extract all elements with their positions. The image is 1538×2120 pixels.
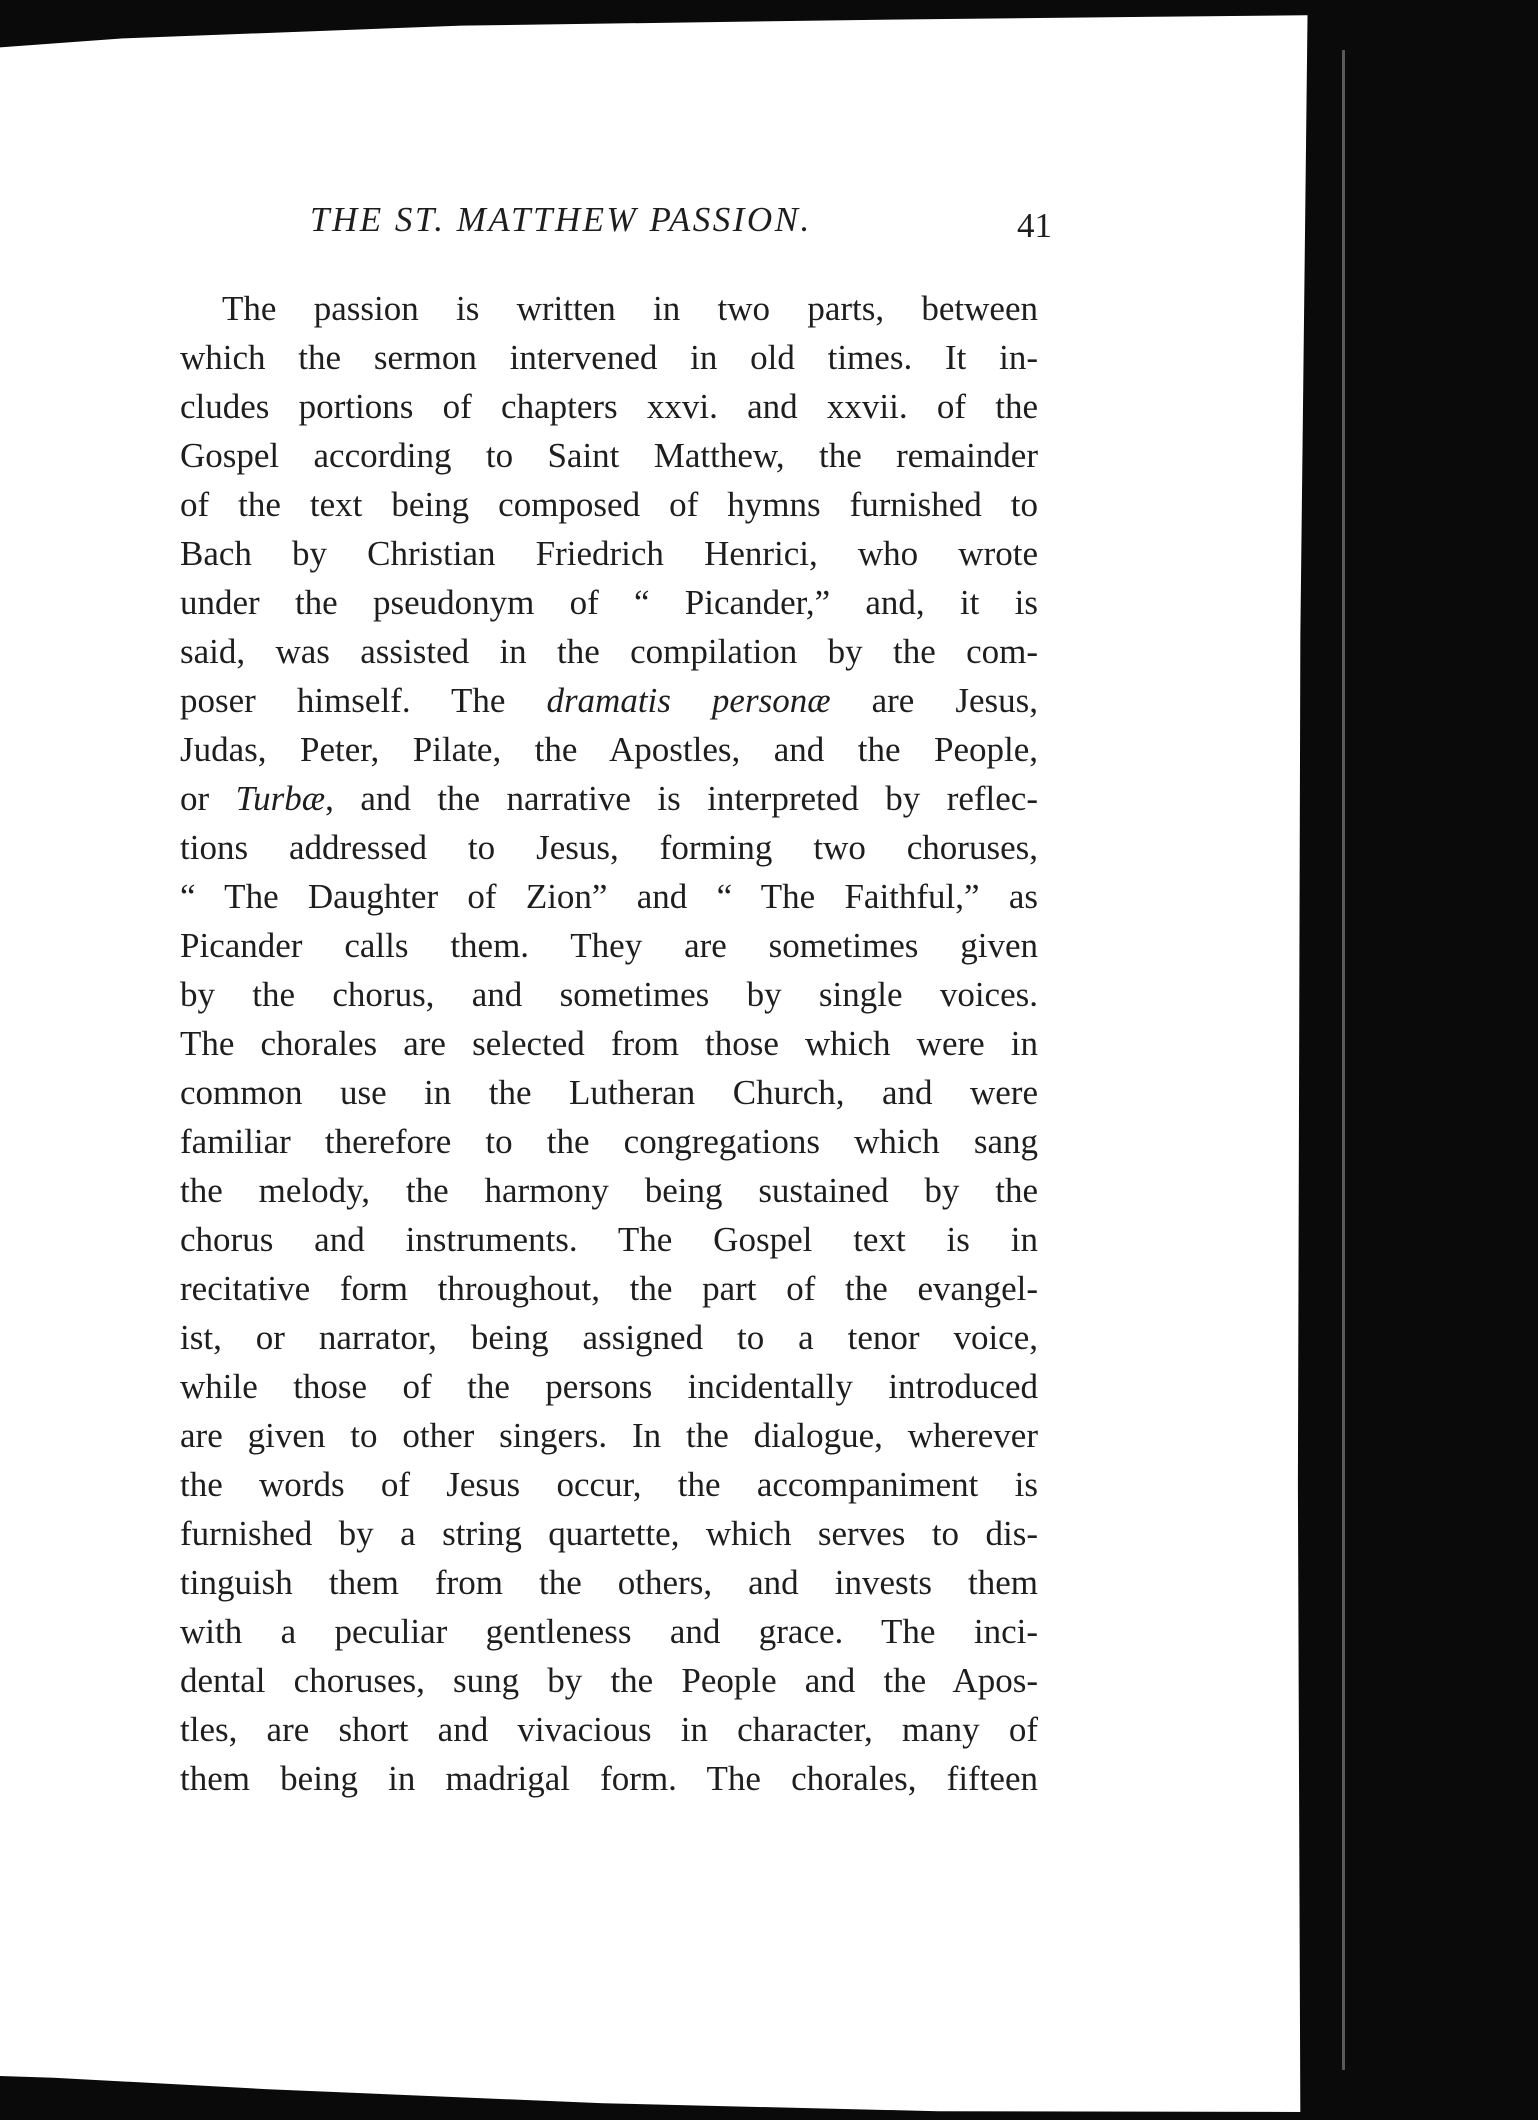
text-line: tions addressed to Jesus, forming two choruses,	[180, 828, 1038, 867]
text-line: them being in madrigal form. The chorales, fifteen	[180, 1759, 1038, 1798]
text-line: ist, or narrator, being assigned to a tenor voice,	[180, 1318, 1038, 1357]
text-line: furnished by a string quartette, which serves to dis-	[180, 1514, 1038, 1553]
scan-edge-right	[1293, 0, 1538, 2120]
scan-edge-bottom	[0, 2076, 1340, 2120]
text-line: Bach by Christian Friedrich Henrici, who wrote	[180, 534, 1038, 573]
page-number: 41	[1017, 206, 1052, 245]
text-line: recitative form throughout, the part of the evangel-	[180, 1269, 1038, 1308]
text-line: the words of Jesus occur, the accompaniment is	[180, 1465, 1038, 1504]
body-text	[180, 284, 1038, 1803]
text-line: familiar therefore to the congregations which sang	[180, 1122, 1038, 1161]
text-line: chorus and instruments. The Gospel text is in	[180, 1220, 1038, 1259]
text-line: Judas, Peter, Pilate, the Apostles, and the People,	[180, 730, 1038, 769]
text-line: with a peculiar gentleness and grace. The inci-	[180, 1612, 1038, 1651]
text-line: are given to other singers. In the dialogue, wherever	[180, 1416, 1038, 1455]
text-line: Picander calls them. They are sometimes given	[180, 926, 1038, 965]
text-line: while those of the persons incidentally introduced	[180, 1367, 1038, 1406]
page-header	[310, 200, 1052, 254]
text-line: tinguish them from the others, and invests them	[180, 1563, 1038, 1602]
text-line: “ The Daughter of Zion” and “ The Faithful,” as	[180, 877, 1038, 916]
text-line: The chorales are selected from those which were in	[180, 1024, 1038, 1063]
text-line: under the pseudonym of “ Picander,” and, it is	[180, 583, 1038, 622]
text-line: common use in the Lutheran Church, and were	[180, 1073, 1038, 1112]
running-title: THE ST. MATTHEW PASSION.	[310, 200, 812, 239]
text-line: the melody, the harmony being sustained by the	[180, 1171, 1038, 1210]
text-line: by the chorus, and sometimes by single voices.	[180, 975, 1038, 1014]
scan-edge-right-line	[1342, 50, 1345, 2070]
text-line: poser himself. The dramatis personæ are Jesus,	[180, 681, 1039, 720]
text-line: said, was assisted in the compilation by the com-	[180, 632, 1038, 671]
text-line: The passion is written in two parts, between	[222, 289, 1038, 328]
italic-term: Turbæ	[235, 779, 326, 818]
text-line: or Turbæ, and the narrative is interpreted by reflec-	[180, 779, 1038, 818]
text-line: cludes portions of chapters xxvi. and xxvii. of the	[180, 387, 1038, 426]
text-line: dental choruses, sung by the People and the Apos-	[180, 1661, 1038, 1700]
text-line: Gospel according to Saint Matthew, the remainder	[180, 436, 1038, 475]
text-line: which the sermon intervened in old times. It in-	[180, 338, 1038, 377]
text-line: of the text being composed of hymns furnished to	[180, 485, 1038, 524]
italic-term: dramatis personæ	[546, 681, 831, 720]
text-line: tles, are short and vivacious in character, many of	[180, 1710, 1038, 1749]
